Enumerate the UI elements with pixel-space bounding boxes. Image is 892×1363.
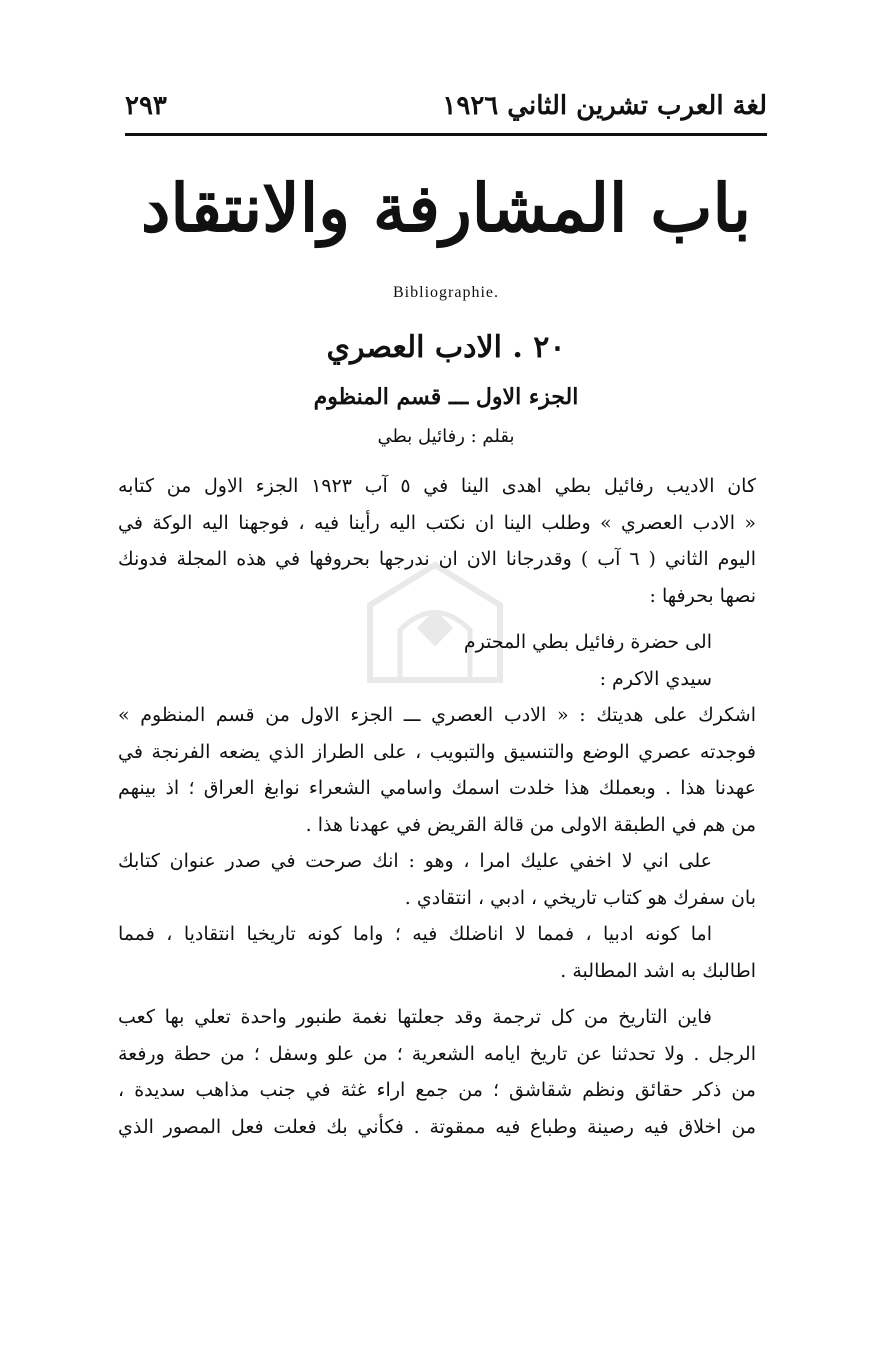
section-title: باب المشارفة والانتقاد (141, 169, 751, 247)
running-header (125, 86, 767, 126)
running-title: لغة العرب تشرين الثاني ١٩٢٦ (442, 91, 767, 121)
header-rule (125, 133, 767, 136)
page-number: ٢٩٣ (125, 91, 167, 121)
section-subtitle: Bibliographie. (393, 284, 499, 301)
body-line: بان سفرك هو كتاب تاريخي ، ادبي ، انتقادي . (404, 886, 756, 909)
body-line: من ذكر حقائق ونظم شقاشق ؛ من جمع اراء غثة في جنب مذاهب سديدة ، (118, 1079, 756, 1101)
body-line: على اني لا اخفي عليك امرا ، وهو : انك صرحت في صدر عنوان كتابك (118, 850, 712, 872)
body-line: نصها بحرفها : (649, 584, 756, 607)
body-line: الرجل . ولا تحدثنا عن تاريخ ايامه الشعرية ؛ من علو وسفل ؛ من حطة ورفعة (118, 1042, 756, 1065)
body-line: فاين التاريخ من كل ترجمة وقد جعلتها نغمة طنبور واحدة تعلي بها كعب (118, 1006, 712, 1028)
body-line: عهدنا هذا . وبعملك هذا خلدت اسمك واسامي الشعراء نوابغ العراق ؛ اذ بينهم (118, 777, 756, 799)
article-subtitle: الجزء الاول ـــ قسم المنظوم (313, 384, 579, 410)
letter-salutation: سيدي الاكرم : (599, 667, 712, 690)
body-line: فوجدته عصري الوضع والتنسيق والتبويب ، على الطراز الذي يضعه الفرنجة في (118, 740, 756, 763)
article-author: بقلم : رفائيل بطي (377, 426, 515, 447)
letter-addressee: الى حضرة رفائيل بطي المحترم (463, 631, 712, 653)
body-line: « الادب العصري » وطلب الينا ان نكتب اليه رأينا فيه ، فوجهنا اليه الوكة في (118, 511, 756, 534)
body-line: من اخلاق فيه رصينة وطباع فيه ممقوتة . فكأني بك فعلت فعل المصور الذي (118, 1115, 756, 1138)
body-line: اشكرك على هديتك : « الادب العصري ـــ الجزء الاول من قسم المنظوم » (118, 704, 756, 726)
body-line: اما كونه ادبيا ، فمما لا اناضلك فيه ؛ واما كونه تاريخيا انتقاديا ، فمما (118, 923, 712, 945)
article-title: ٢٠ . الادب العصري (326, 330, 566, 365)
article-body (118, 468, 756, 1145)
body-line: من هم في الطبقة الاولى من قالة القريض في عهدنا هذا . (305, 813, 756, 836)
body-line: اليوم الثاني ( ٦ آب ) وقدرجانا الان ان ندرجها بحروفها في هذه المجلة فدونك (118, 548, 756, 570)
body-line: اطالبك به اشد المطالبة . (560, 959, 756, 982)
body-line: كان الاديب رفائيل بطي اهدى الينا في ٥ آب ١٩٢٣ الجزء الاول من كتابه (118, 475, 756, 497)
